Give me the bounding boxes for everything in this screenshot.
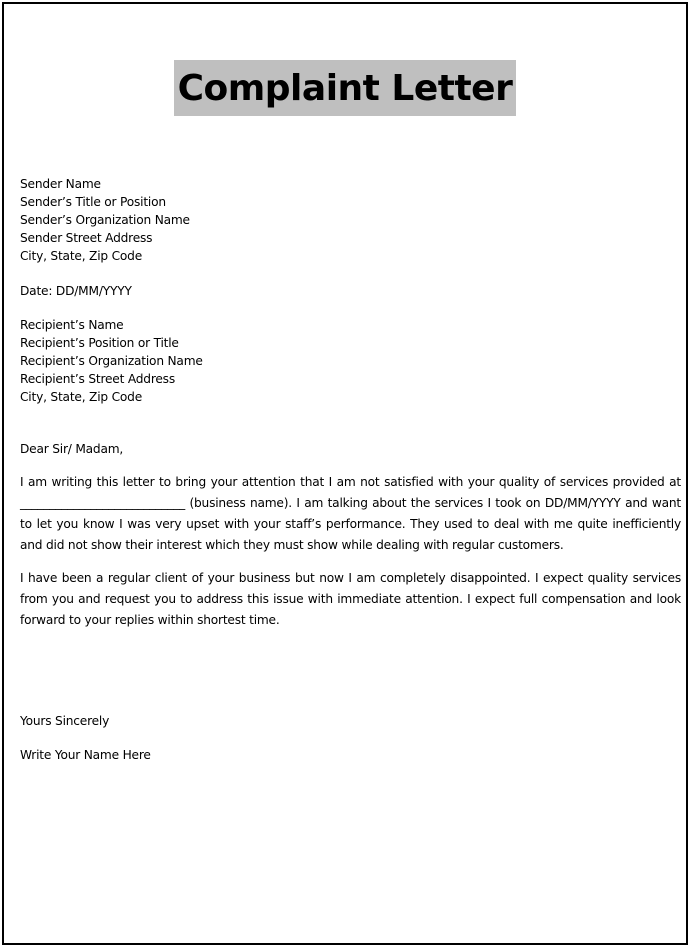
letter-title: Complaint Letter xyxy=(174,60,517,116)
recipient-organization: Recipient’s Organization Name xyxy=(20,354,203,368)
recipient-title: Recipient’s Position or Title xyxy=(20,336,179,350)
signature-name: Write Your Name Here xyxy=(20,748,151,762)
recipient-street: Recipient’s Street Address xyxy=(20,372,175,386)
closing-line xyxy=(20,712,109,730)
closing: Yours Sincerely xyxy=(20,714,110,728)
sender-organization: Sender’s Organization Name xyxy=(20,213,190,227)
sender-city-state-zip: City, State, Zip Code xyxy=(20,249,142,263)
letter-page xyxy=(2,2,688,945)
sender-block xyxy=(20,175,190,265)
body-paragraph-1: I am writing this letter to bring your attention that I am not satisfied with your quality of services provided at ____________________________ (business name). I am talking about the services I took on DD/MM/YYYY and want to let you know I was very upset with your staff’s performance. They used to deal with me quite inefficiently and did not show their interest which they must show while dealing with regular customers. xyxy=(20,475,681,552)
title-container xyxy=(4,60,686,116)
sender-name: Sender Name xyxy=(20,177,101,191)
body-paragraph-2: I have been a regular client of your business but now I am completely disappointed. I expect quality services from you and request you to address this issue with immediate attention. I expect full compensation and look forward to your replies within shortest time. xyxy=(20,571,681,627)
salutation-line xyxy=(20,440,123,458)
recipient-block xyxy=(20,316,203,406)
letter-date: Date: DD/MM/YYYY xyxy=(20,284,132,298)
sender-title: Sender’s Title or Position xyxy=(20,195,166,209)
sender-street: Sender Street Address xyxy=(20,231,153,245)
salutation: Dear Sir/ Madam, xyxy=(20,442,124,456)
date-line xyxy=(20,282,132,300)
signature-line xyxy=(20,746,151,764)
recipient-city-state-zip: City, State, Zip Code xyxy=(20,390,142,404)
recipient-name: Recipient’s Name xyxy=(20,318,124,332)
